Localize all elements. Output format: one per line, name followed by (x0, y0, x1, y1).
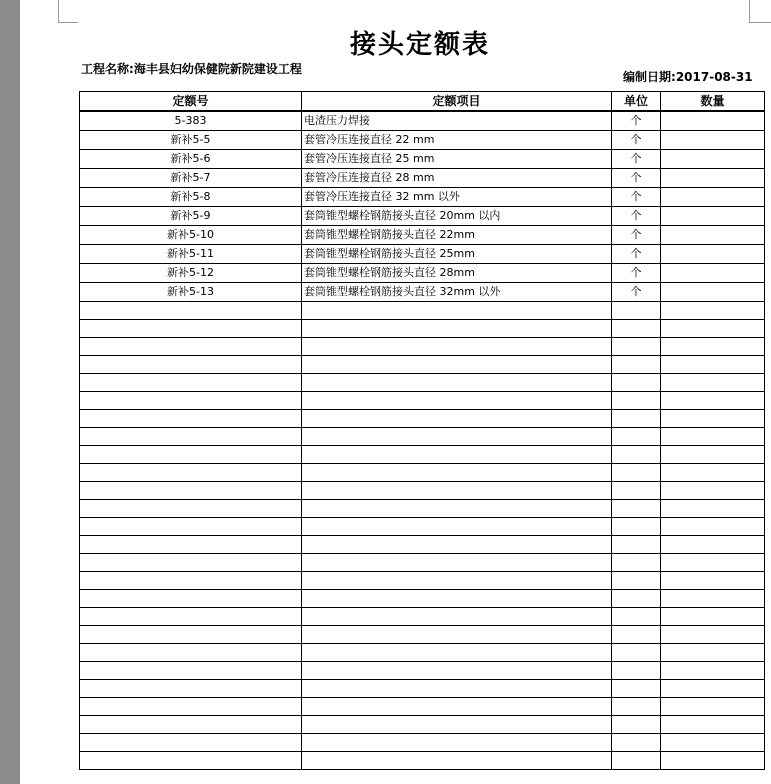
page-gutter (0, 0, 20, 784)
empty-cell (80, 716, 302, 734)
empty-cell (661, 752, 765, 770)
empty-cell (661, 392, 765, 410)
table-body (80, 111, 765, 770)
empty-cell (661, 464, 765, 482)
quota-item-cell: 套管冷压连接直径 22 mm (302, 131, 612, 150)
header-unit: 单位 (612, 92, 661, 112)
empty-cell (302, 644, 612, 662)
project-name-label: 工程名称: (81, 62, 134, 76)
empty-cell (612, 554, 661, 572)
empty-cell (612, 734, 661, 752)
empty-cell (302, 374, 612, 392)
quota-item-cell: 套管冷压连接直径 32 mm 以外 (302, 188, 612, 207)
empty-cell (80, 698, 302, 716)
quota-code-cell: 5-383 (80, 111, 302, 131)
empty-cell (302, 392, 612, 410)
table-row (80, 111, 765, 131)
empty-table-row (80, 716, 765, 734)
empty-cell (302, 518, 612, 536)
empty-table-row (80, 302, 765, 320)
empty-cell (302, 320, 612, 338)
quota-item-cell: 套筒锥型螺栓钢筋接头直径 32mm 以外 (302, 283, 612, 302)
empty-cell (302, 428, 612, 446)
crop-mark-left-horizontal (58, 22, 78, 23)
empty-cell (80, 554, 302, 572)
empty-cell (80, 608, 302, 626)
empty-cell (612, 752, 661, 770)
empty-cell (612, 518, 661, 536)
empty-cell (80, 734, 302, 752)
table-row (80, 131, 765, 150)
empty-table-row (80, 536, 765, 554)
empty-cell (80, 374, 302, 392)
empty-cell (612, 356, 661, 374)
empty-cell (612, 680, 661, 698)
empty-cell (80, 500, 302, 518)
unit-cell: 个 (612, 283, 661, 302)
project-name (81, 63, 306, 76)
empty-cell (80, 338, 302, 356)
empty-cell (302, 482, 612, 500)
empty-cell (302, 680, 612, 698)
quota-code-cell: 新补5-11 (80, 245, 302, 264)
unit-cell: 个 (612, 150, 661, 169)
empty-cell (80, 482, 302, 500)
quantity-cell (661, 111, 765, 131)
quantity-cell (661, 188, 765, 207)
quota-code-cell: 新补5-12 (80, 264, 302, 283)
empty-cell (661, 428, 765, 446)
empty-cell (302, 500, 612, 518)
header-quantity: 数量 (661, 92, 765, 112)
empty-cell (80, 752, 302, 770)
quantity-cell (661, 169, 765, 188)
header-quota-code: 定额号 (80, 92, 302, 112)
empty-cell (302, 662, 612, 680)
empty-cell (612, 536, 661, 554)
empty-cell (661, 410, 765, 428)
quota-item-cell: 套管冷压连接直径 25 mm (302, 150, 612, 169)
empty-cell (80, 644, 302, 662)
empty-cell (302, 554, 612, 572)
crop-mark-right-vertical (749, 0, 750, 22)
empty-cell (80, 626, 302, 644)
empty-cell (80, 536, 302, 554)
empty-cell (302, 338, 612, 356)
empty-cell (612, 572, 661, 590)
quantity-cell (661, 207, 765, 226)
project-name-value: 海丰县妇幼保健院新院建设工程 (133, 62, 302, 76)
empty-cell (661, 482, 765, 500)
unit-cell: 个 (612, 207, 661, 226)
empty-cell (80, 392, 302, 410)
empty-table-row (80, 644, 765, 662)
unit-cell: 个 (612, 169, 661, 188)
empty-cell (302, 572, 612, 590)
empty-cell (661, 518, 765, 536)
quota-code-cell: 新补5-13 (80, 283, 302, 302)
empty-table-row (80, 572, 765, 590)
unit-cell: 个 (612, 245, 661, 264)
empty-table-row (80, 392, 765, 410)
unit-cell: 个 (612, 131, 661, 150)
empty-cell (612, 464, 661, 482)
table-row (80, 264, 765, 283)
empty-cell (302, 302, 612, 320)
empty-cell (661, 644, 765, 662)
quota-code-cell: 新补5-5 (80, 131, 302, 150)
unit-cell: 个 (612, 188, 661, 207)
empty-cell (612, 446, 661, 464)
empty-cell (661, 590, 765, 608)
empty-cell (302, 626, 612, 644)
empty-cell (80, 356, 302, 374)
quota-code-cell: 新补5-6 (80, 150, 302, 169)
empty-cell (661, 356, 765, 374)
empty-cell (612, 338, 661, 356)
quantity-cell (661, 131, 765, 150)
empty-cell (661, 572, 765, 590)
table-header-row (80, 92, 765, 112)
empty-cell (612, 626, 661, 644)
empty-cell (661, 626, 765, 644)
table-row (80, 283, 765, 302)
table-row (80, 169, 765, 188)
empty-cell (302, 698, 612, 716)
empty-cell (80, 662, 302, 680)
empty-table-row (80, 662, 765, 680)
empty-cell (661, 554, 765, 572)
empty-cell (302, 464, 612, 482)
empty-table-row (80, 464, 765, 482)
empty-cell (661, 338, 765, 356)
quantity-cell (661, 264, 765, 283)
empty-cell (302, 536, 612, 554)
quota-code-cell: 新补5-8 (80, 188, 302, 207)
empty-cell (80, 302, 302, 320)
empty-table-row (80, 320, 765, 338)
empty-table-row (80, 410, 765, 428)
empty-cell (612, 698, 661, 716)
empty-cell (661, 320, 765, 338)
empty-cell (612, 716, 661, 734)
empty-cell (612, 320, 661, 338)
quantity-cell (661, 283, 765, 302)
unit-cell: 个 (612, 226, 661, 245)
empty-table-row (80, 698, 765, 716)
empty-cell (80, 446, 302, 464)
empty-cell (661, 734, 765, 752)
empty-cell (612, 644, 661, 662)
table-row (80, 207, 765, 226)
empty-cell (302, 734, 612, 752)
empty-cell (612, 482, 661, 500)
quota-item-cell: 电渣压力焊接 (302, 111, 612, 131)
table-row (80, 226, 765, 245)
empty-cell (302, 356, 612, 374)
empty-cell (302, 446, 612, 464)
empty-table-row (80, 428, 765, 446)
empty-table-row (80, 374, 765, 392)
empty-table-row (80, 500, 765, 518)
quota-code-cell: 新补5-7 (80, 169, 302, 188)
empty-cell (661, 446, 765, 464)
empty-table-row (80, 518, 765, 536)
empty-cell (302, 410, 612, 428)
empty-cell (661, 536, 765, 554)
empty-cell (661, 680, 765, 698)
empty-table-row (80, 608, 765, 626)
quantity-cell (661, 245, 765, 264)
empty-cell (661, 716, 765, 734)
empty-table-row (80, 356, 765, 374)
quota-code-cell: 新补5-9 (80, 207, 302, 226)
empty-cell (661, 500, 765, 518)
empty-cell (612, 608, 661, 626)
header-quota-item: 定额项目 (302, 92, 612, 112)
table-row (80, 245, 765, 264)
empty-table-row (80, 680, 765, 698)
empty-table-row (80, 626, 765, 644)
crop-mark-right-horizontal (749, 22, 771, 23)
empty-cell (302, 590, 612, 608)
empty-cell (661, 302, 765, 320)
empty-cell (612, 392, 661, 410)
quota-code-cell: 新补5-10 (80, 226, 302, 245)
table-row (80, 150, 765, 169)
compile-date-value: 2017-08-31 (675, 70, 753, 84)
empty-cell (612, 500, 661, 518)
quota-item-cell: 套筒锥型螺栓钢筋接头直径 25mm (302, 245, 612, 264)
quantity-cell (661, 150, 765, 169)
empty-table-row (80, 338, 765, 356)
empty-cell (612, 410, 661, 428)
quota-item-cell: 套管冷压连接直径 28 mm (302, 169, 612, 188)
empty-cell (80, 320, 302, 338)
empty-cell (612, 374, 661, 392)
empty-cell (302, 716, 612, 734)
empty-cell (80, 410, 302, 428)
empty-cell (80, 518, 302, 536)
empty-cell (80, 572, 302, 590)
empty-cell (661, 608, 765, 626)
empty-cell (302, 608, 612, 626)
empty-table-row (80, 734, 765, 752)
empty-table-row (80, 554, 765, 572)
quota-item-cell: 套筒锥型螺栓钢筋接头直径 28mm (302, 264, 612, 283)
quantity-cell (661, 226, 765, 245)
compile-date-label: 编制日期: (623, 70, 676, 84)
empty-cell (80, 590, 302, 608)
empty-table-row (80, 446, 765, 464)
empty-cell (80, 464, 302, 482)
empty-cell (661, 662, 765, 680)
empty-table-row (80, 590, 765, 608)
empty-cell (661, 698, 765, 716)
empty-cell (612, 662, 661, 680)
empty-cell (612, 590, 661, 608)
quota-item-cell: 套筒锥型螺栓钢筋接头直径 22mm (302, 226, 612, 245)
crop-mark-left-vertical (58, 0, 59, 22)
empty-cell (80, 428, 302, 446)
empty-table-row (80, 752, 765, 770)
unit-cell: 个 (612, 111, 661, 131)
empty-cell (302, 752, 612, 770)
table-row (80, 188, 765, 207)
compile-date (623, 68, 753, 85)
quota-table (79, 91, 765, 770)
empty-cell (80, 680, 302, 698)
quota-item-cell: 套筒锥型螺栓钢筋接头直径 20mm 以内 (302, 207, 612, 226)
empty-table-row (80, 482, 765, 500)
unit-cell: 个 (612, 264, 661, 283)
empty-cell (661, 374, 765, 392)
empty-cell (612, 428, 661, 446)
empty-cell (612, 302, 661, 320)
page-title: 接头定额表 (349, 30, 490, 60)
